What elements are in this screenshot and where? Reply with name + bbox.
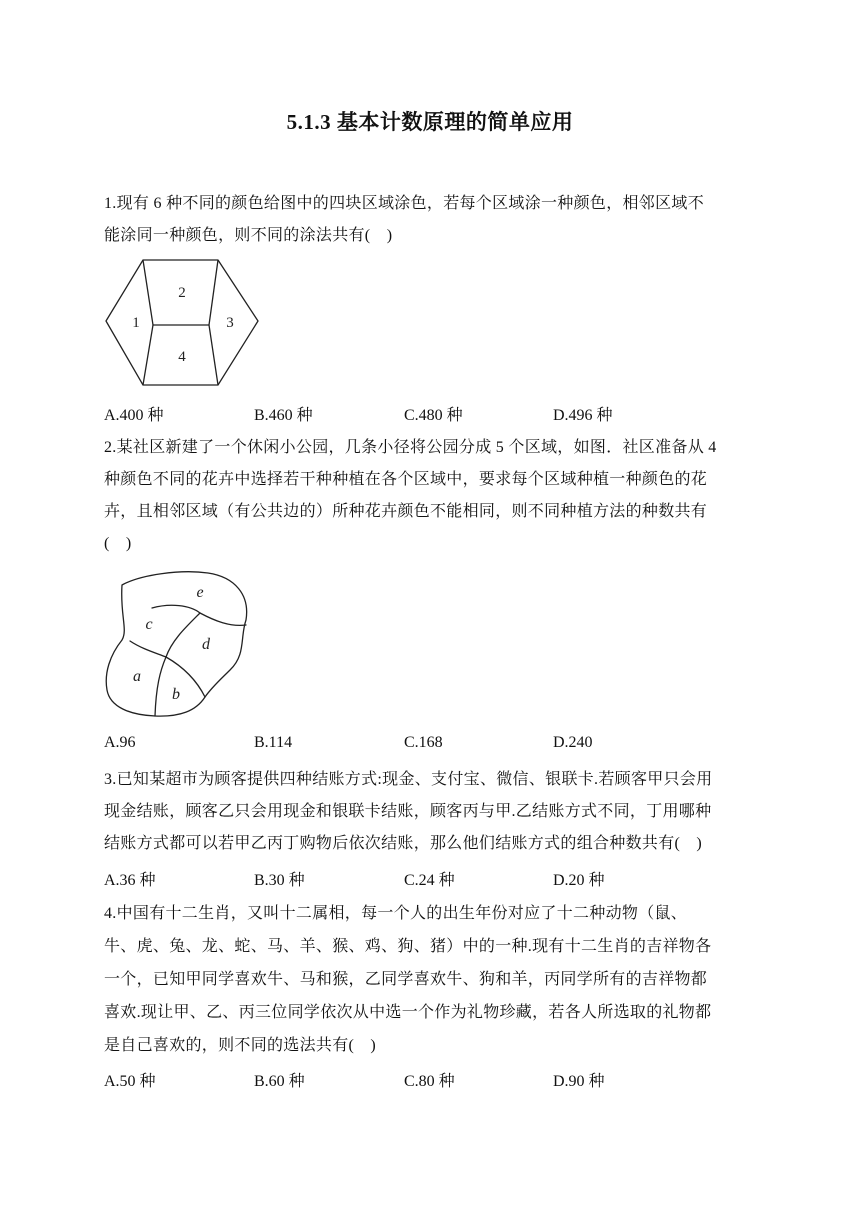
region-label-b: b bbox=[172, 686, 180, 703]
option-a[interactable]: A.36 种 bbox=[104, 872, 156, 889]
option-d[interactable]: D.240 bbox=[553, 734, 593, 751]
region-label-2: 2 bbox=[178, 285, 186, 301]
region-label-e: e bbox=[196, 584, 204, 601]
question-3-line-3: 结账方式都可以若甲乙丙丁购物后依次结账，那么他们结账方式的组合种数共有( ) bbox=[104, 835, 703, 852]
question-4-options bbox=[104, 1068, 764, 1092]
option-b[interactable]: B.60 种 bbox=[254, 1073, 305, 1090]
question-2-options bbox=[104, 734, 764, 758]
option-a[interactable]: A.96 bbox=[104, 734, 136, 751]
option-d[interactable]: D.496 种 bbox=[553, 407, 613, 424]
question-2-line-2: 种颜色不同的花卉中选择若干种种植在各个区域中，要求每个区域种植一种颜色的花 bbox=[104, 471, 708, 488]
page-title: 5.1.3 基本计数原理的简单应用 bbox=[286, 110, 574, 134]
path-cd bbox=[166, 613, 200, 657]
divider-right-lower bbox=[209, 325, 218, 385]
option-d[interactable]: D.20 种 bbox=[553, 872, 605, 889]
question-4-line-1: 4.中国有十二生肖，又叫十二属相，每一个人的出生年份对应了十二种动物（鼠、 bbox=[104, 905, 688, 922]
path-ce bbox=[152, 605, 246, 625]
region-label-3: 3 bbox=[226, 315, 234, 331]
question-1-line-1: 1.现有 6 种不同的颜色给图中的四块区域涂色，若每个区域涂一种颜色，相邻区域不 bbox=[104, 195, 705, 212]
region-label-1: 1 bbox=[132, 315, 140, 331]
option-a[interactable]: A.400 种 bbox=[104, 407, 164, 424]
option-b[interactable]: B.460 种 bbox=[254, 407, 313, 424]
option-c[interactable]: C.168 bbox=[404, 734, 443, 751]
hexagon-region-figure bbox=[100, 255, 265, 392]
divider-right bbox=[209, 260, 218, 325]
question-3-line-2: 现金结账，顾客乙只会用现金和银联卡结账，顾客丙与甲.乙结账方式不同，丁用哪种 bbox=[104, 803, 712, 820]
question-2-line-4: ( ) bbox=[104, 535, 132, 552]
region-label-4: 4 bbox=[178, 349, 186, 365]
hexagon-outline bbox=[106, 260, 258, 385]
question-4-line-4: 喜欢.现让甲、乙、丙三位同学依次从中选一个作为礼物珍藏，若各人所选取的礼物都 bbox=[104, 1004, 712, 1021]
question-4-line-3: 一个，已知甲同学喜欢牛、马和猴，乙同学喜欢牛、狗和羊，丙同学所有的吉祥物都 bbox=[104, 971, 708, 988]
option-d[interactable]: D.90 种 bbox=[553, 1073, 605, 1090]
option-a[interactable]: A.50 种 bbox=[104, 1073, 156, 1090]
option-b[interactable]: B.114 bbox=[254, 734, 293, 751]
region-label-c: c bbox=[145, 616, 153, 633]
region-label-a: a bbox=[133, 668, 141, 685]
region-label-d: d bbox=[202, 636, 210, 653]
question-3-line-1: 3.已知某超市为顾客提供四种结账方式:现金、支付宝、微信、银联卡.若顾客甲只会用 bbox=[104, 771, 713, 788]
question-4-line-5: 是自己喜欢的，则不同的选法共有( ) bbox=[104, 1037, 377, 1054]
path-ac bbox=[130, 641, 166, 657]
question-2-line-1: 2.某社区新建了一个休闲小公园，几条小径将公园分成 5 个区域，如图．社区准备从 4 bbox=[104, 439, 717, 456]
divider-left-lower bbox=[143, 325, 153, 385]
path-ab bbox=[155, 657, 166, 716]
question-1-line-2: 能涂同一种颜色，则不同的涂法共有( ) bbox=[104, 227, 393, 244]
option-b[interactable]: B.30 种 bbox=[254, 872, 305, 889]
question-3-options bbox=[104, 867, 764, 891]
divider-left bbox=[143, 260, 153, 325]
option-c[interactable]: C.480 种 bbox=[404, 407, 463, 424]
question-2-line-3: 卉，且相邻区域（有公共边的）所种花卉颜色不能相同，则不同种植方法的种数共有 bbox=[104, 503, 708, 520]
park-region-figure bbox=[100, 565, 255, 725]
question-1-options bbox=[104, 402, 764, 426]
option-c[interactable]: C.24 种 bbox=[404, 872, 455, 889]
option-c[interactable]: C.80 种 bbox=[404, 1073, 455, 1090]
question-4-line-2: 牛、虎、兔、龙、蛇、马、羊、猴、鸡、狗、猪）中的一种.现有十二生肖的吉祥物各 bbox=[104, 938, 712, 955]
